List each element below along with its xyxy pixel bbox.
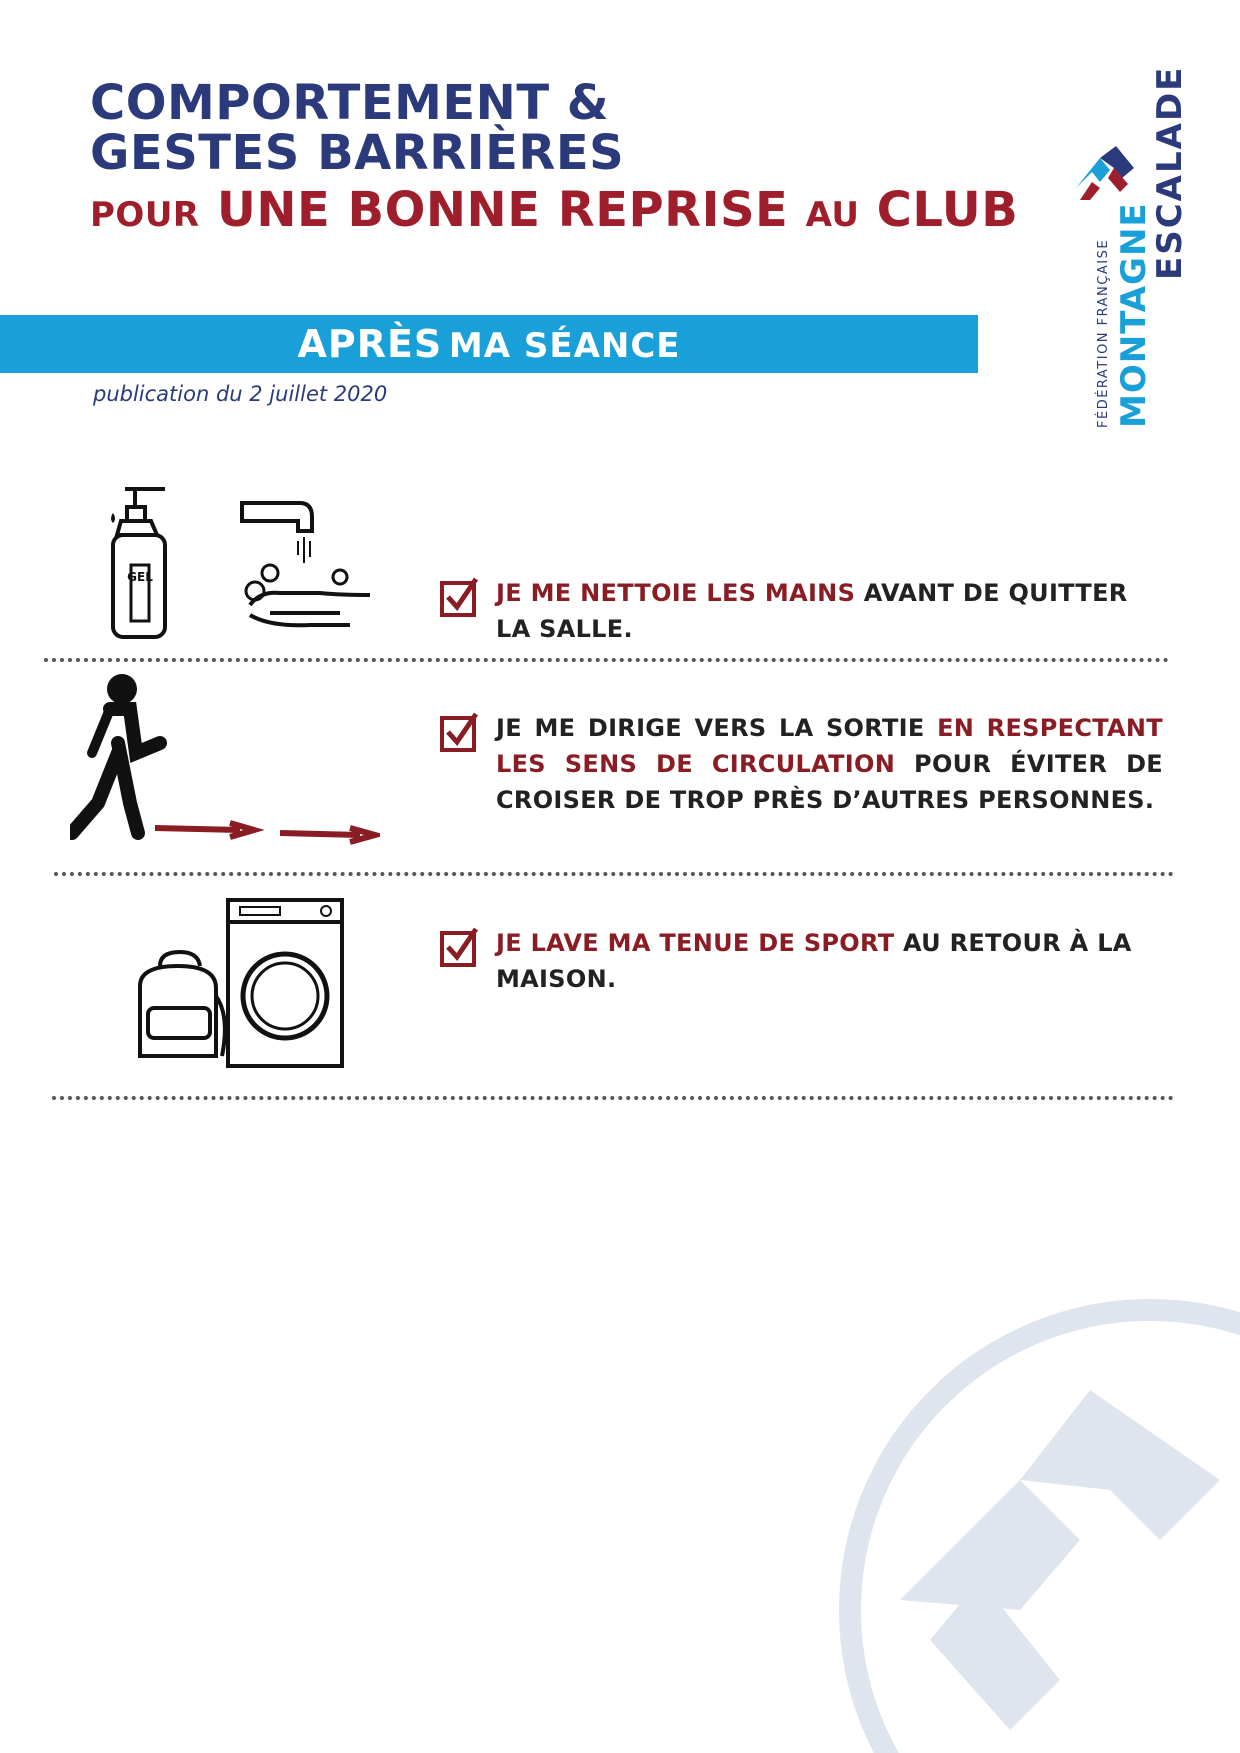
- title-club: CLUB: [876, 181, 1019, 238]
- item-highlight: EN RESPECTANT LES SENS DE CIRCULATION: [496, 714, 1163, 778]
- list-item: [440, 575, 1163, 647]
- dotted-divider: [54, 872, 1174, 876]
- walking-person-icon: [70, 673, 380, 848]
- item-part-1: JE ME DIRIGE VERS LA SORTIE: [496, 714, 938, 742]
- arrow-icon: [155, 823, 254, 837]
- ffme-mountain-logo-icon: [1070, 138, 1140, 208]
- title-line-3: [90, 181, 1019, 238]
- ffme-logo: [1070, 50, 1190, 430]
- checkbox-checked-icon: [440, 712, 480, 752]
- title-line-2: GESTES BARRIÈRES: [90, 125, 625, 182]
- title-line-1: COMPORTEMENT &: [90, 75, 610, 131]
- item-rest: AU RETOUR À LA MAISON.: [496, 929, 1132, 993]
- gel-label: GEL: [127, 570, 153, 584]
- banner-ma-seance: MA SÉANCE: [448, 326, 681, 366]
- hand-washing-icon: [240, 495, 375, 635]
- dotted-divider: [44, 658, 1169, 662]
- title-au: AU: [805, 194, 860, 235]
- item-part-2: POUR ÉVITER DE CROISER DE TROP PRÈS D’AUTRES PERSONNES.: [496, 750, 1163, 814]
- backpack-icon: [130, 896, 350, 1071]
- logo-federation: FÉDÉRATION FRANÇAISE: [1096, 238, 1111, 428]
- title-pour: POUR: [90, 194, 200, 235]
- banner-apres: APRÈS: [297, 322, 443, 366]
- page-title: [90, 75, 1019, 238]
- arrow-icon: [280, 828, 375, 842]
- item-text: [496, 925, 1163, 997]
- publication-date: publication du 2 juillet 2020: [93, 382, 388, 406]
- item-highlight: JE ME NETTOIE LES MAINS: [496, 579, 856, 607]
- list-item: [440, 925, 1163, 997]
- gel-bottle-icon: [105, 485, 171, 641]
- item-text: [496, 710, 1163, 818]
- section-banner: [0, 315, 978, 373]
- item-highlight: JE LAVE MA TENUE DE SPORT: [496, 929, 895, 957]
- item-rest: AVANT DE QUITTER LA SALLE.: [496, 579, 1128, 643]
- dotted-divider: [52, 1096, 1174, 1100]
- watermark-logo-icon: [820, 1280, 1240, 1753]
- item-text: [496, 575, 1163, 647]
- list-item: [440, 710, 1163, 818]
- logo-escalade: ESCALADE: [1150, 65, 1190, 280]
- title-une-bonne-reprise: UNE BONNE REPRISE: [216, 181, 789, 238]
- checkbox-checked-icon: [440, 927, 480, 967]
- checkbox-checked-icon: [440, 577, 480, 617]
- logo-montagne: MONTAGNE: [1114, 202, 1154, 428]
